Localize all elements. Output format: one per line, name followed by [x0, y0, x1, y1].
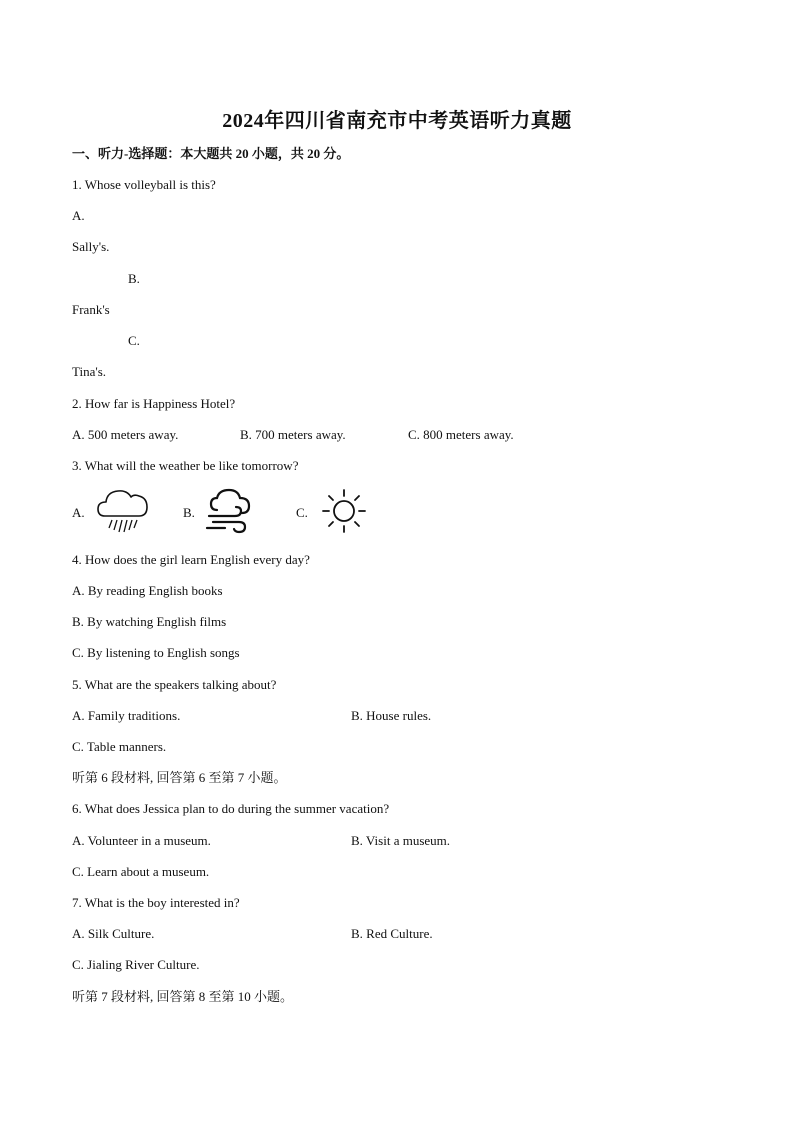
question-1-option-a-letter: A.: [72, 208, 85, 223]
question-1-option-b-text: Frank's: [72, 302, 110, 317]
question-4-stem: 4. How does the girl learn English every day?: [72, 552, 310, 567]
question-6-stem: 6. What does Jessica plan to do during the summer vacation?: [72, 801, 390, 816]
sun-icon: [320, 486, 368, 536]
question-1-option-a-text: Sally's.: [72, 239, 110, 254]
instruction-passage-6: 听第 6 段材料, 回答第 6 至第 7 小题。: [72, 770, 287, 785]
instruction-passage-7: 听第 7 段材料, 回答第 8 至第 10 小题。: [72, 989, 294, 1004]
question-7-option-a: A. Silk Culture.: [72, 926, 155, 941]
question-4-option-c: C. By listening to English songs: [72, 645, 240, 660]
question-2-option-b: B. 700 meters away.: [240, 427, 346, 442]
question-2-option-c: C. 800 meters away.: [408, 427, 514, 442]
question-4-option-a: A. By reading English books: [72, 583, 223, 598]
question-5-option-b: B. House rules.: [351, 708, 432, 723]
question-2-stem: 2. How far is Happiness Hotel?: [72, 396, 236, 411]
question-5-option-a: A. Family traditions.: [72, 708, 181, 723]
question-1-option-c-text: Tina's.: [72, 364, 107, 379]
question-2-option-a: A. 500 meters away.: [72, 427, 179, 442]
question-5-option-c: C. Table manners.: [72, 739, 167, 754]
question-6-option-b: B. Visit a museum.: [351, 833, 451, 848]
question-3-stem: 3. What will the weather be like tomorrow?: [72, 458, 299, 473]
question-6-option-c: C. Learn about a museum.: [72, 864, 210, 879]
question-3-option-c-label: C.: [296, 505, 308, 520]
question-4-option-b: B. By watching English films: [72, 614, 227, 629]
question-7-option-b: B. Red Culture.: [351, 926, 433, 941]
section-header: 一、听力-选择题：本大题共 20 小题，共 20 分。: [72, 146, 350, 161]
question-3-option-b-label: B.: [183, 505, 195, 520]
question-3-options: [72, 486, 392, 536]
question-5-stem: 5. What are the speakers talking about?: [72, 677, 277, 692]
question-1-option-b-letter: B.: [128, 271, 140, 286]
question-1-option-c-letter: C.: [128, 333, 140, 348]
windy-cloud-icon: [205, 486, 255, 536]
page-title: 2024年四川省南充市中考英语听力真题: [222, 110, 572, 132]
question-6-option-a: A. Volunteer in a museum.: [72, 833, 211, 848]
question-1-stem: 1. Whose volleyball is this?: [72, 177, 216, 192]
rain-cloud-icon: [96, 486, 150, 536]
question-3-option-a-label: A.: [72, 505, 85, 520]
question-7-stem: 7. What is the boy interested in?: [72, 895, 240, 910]
question-7-option-c: C. Jialing River Culture.: [72, 957, 200, 972]
